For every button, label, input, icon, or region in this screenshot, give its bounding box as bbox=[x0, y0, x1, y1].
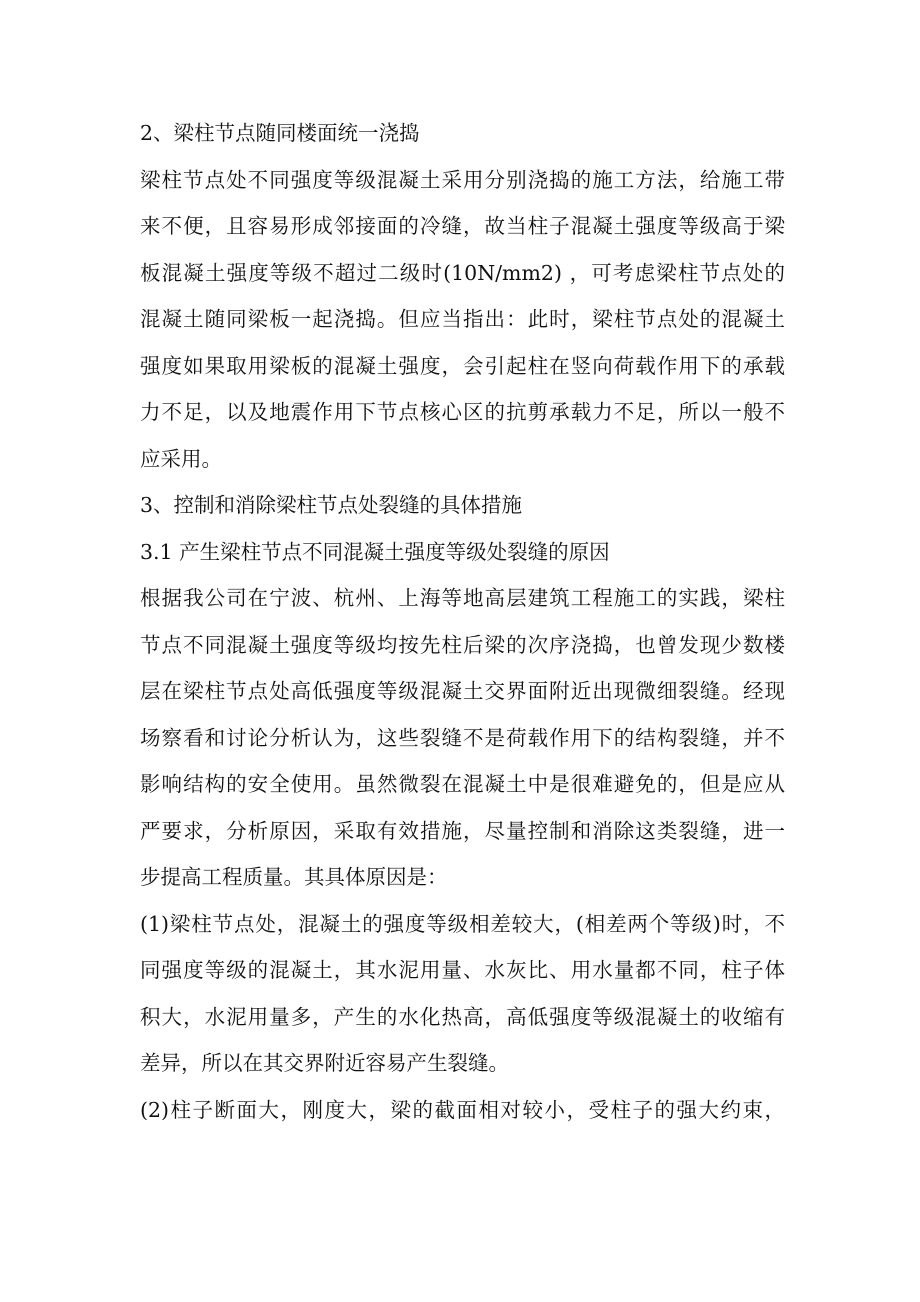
paragraph-line: 来不便，且容易形成邻接面的冷缝，故当柱子混凝土强度等级高于梁 bbox=[140, 214, 785, 238]
paragraph-line: 应采用。 bbox=[140, 446, 222, 471]
list-item-line: 差异，所以在其交界附近容易产生裂缝。 bbox=[140, 1051, 509, 1075]
document-body bbox=[140, 110, 785, 1133]
paragraph-line: 梁柱节点处不同强度等级混凝土采用分别浇捣的施工方法，给施工带 bbox=[140, 167, 785, 192]
paragraph-line: 影响结构的安全使用。虽然微裂在混凝土中是很难避免的，但是应从 bbox=[140, 772, 785, 796]
list-item-line: (1)梁柱节点处，混凝土的强度等级相差较大，(相差两个等级)时，不 bbox=[140, 911, 785, 936]
section-heading: 3、控制和消除梁柱节点处裂缝的具体措施 bbox=[140, 493, 523, 517]
list-item-line: 同强度等级的混凝土，其水泥用量、水灰比、用水量都不同，柱子体 bbox=[140, 958, 785, 982]
section-heading: 2、梁柱节点随同楼面统一浇捣 bbox=[140, 121, 420, 145]
paragraph-line: 场察看和讨论分析认为，这些裂缝不是荷载作用下的结构裂缝，并不 bbox=[140, 725, 785, 750]
paragraph-line: 强度如果取用梁板的混凝土强度，会引起柱在竖向荷载作用下的承载 bbox=[140, 353, 785, 378]
paragraph-line: 步提高工程质量。其具体原因是： bbox=[140, 865, 448, 889]
paragraph-line: 节点不同混凝土强度等级均按先柱后梁的次序浇捣，也曾发现少数楼 bbox=[140, 632, 785, 657]
list-item-line: (2)柱子断面大，刚度大，梁的截面相对较小，受柱子的强大约束， bbox=[140, 1097, 785, 1122]
paragraph-line: 严要求，分析原因，采取有效措施，尽量控制和消除这类裂缝，进一 bbox=[140, 818, 785, 843]
paragraph-line: 力不足，以及地震作用下节点核心区的抗剪承载力不足，所以一般不 bbox=[140, 400, 785, 424]
paragraph-line: 板混凝土强度等级不超过二级时(10N/mm2) ，可考虑梁柱节点处的 bbox=[140, 260, 785, 285]
subsection-heading: 3.1 产生梁柱节点不同混凝土强度等级处裂缝的原因 bbox=[140, 539, 610, 564]
paragraph-line: 层在梁柱节点处高低强度等级混凝土交界面附近出现微细裂缝。经现 bbox=[140, 679, 785, 703]
paragraph-line: 混凝土随同梁板一起浇捣。但应当指出：此时，梁柱节点处的混凝土 bbox=[140, 307, 785, 331]
paragraph-line: 根据我公司在宁波、杭州、上海等地高层建筑工程施工的实践，梁柱 bbox=[140, 586, 785, 610]
list-item-line: 积大，水泥用量多，产生的水化热高，高低强度等级混凝土的收缩有 bbox=[140, 1004, 785, 1029]
